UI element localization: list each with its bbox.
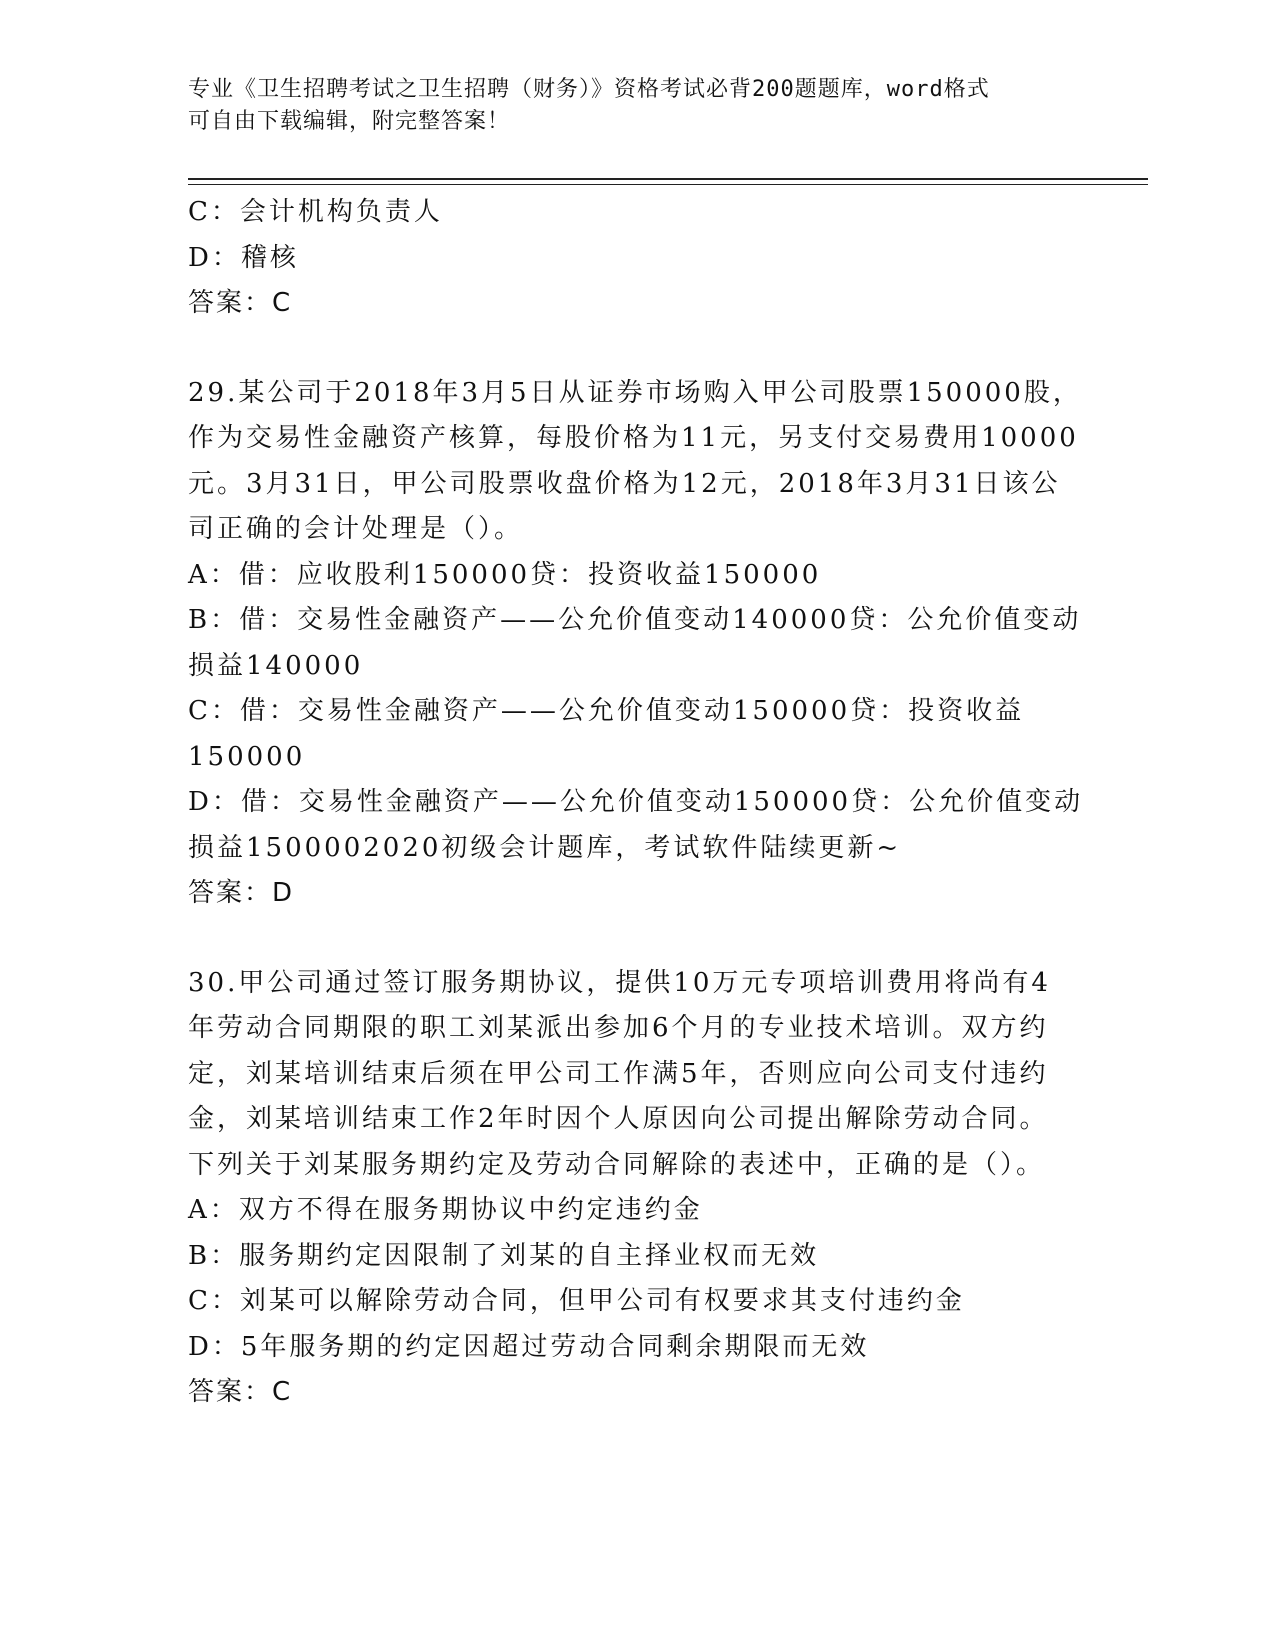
option-c: C：刘某可以解除劳动合同，但甲公司有权要求其支付违约金: [188, 1286, 965, 1316]
option-d-continued: 损益1500002020初级会计题库，考试软件陆续更新~: [188, 832, 902, 863]
option-b-continued: 损益140000: [188, 650, 364, 681]
question-stem-line: 作为交易性金融资产核算，每股价格为11元，另支付交易费用10000: [188, 423, 1079, 453]
option-d: D：5年服务期的约定因超过劳动合同剩余期限而无效: [188, 1331, 870, 1362]
option-c: C：借：交易性金融资产——公允价值变动150000贷：投资收益: [188, 696, 1025, 726]
answer-line: 答案：C: [188, 1377, 293, 1407]
answer-line: 答案：D: [188, 878, 295, 908]
option-c-continued: 150000: [188, 741, 306, 772]
header-title-line-1: 专业《卫生招聘考试之卫生招聘（财务）》资格考试必背200题题库，word格式: [188, 77, 990, 102]
question-29: [188, 371, 1088, 917]
option-d: D：借：交易性金融资产——公允价值变动150000贷：公允价值变动: [188, 787, 1084, 817]
previous-question-tail: [188, 190, 1088, 327]
question-stem-line: 司正确的会计处理是（）。: [188, 514, 524, 544]
question-stem-line: 下列关于刘某服务期约定及劳动合同解除的表述中，正确的是（）。: [188, 1149, 1046, 1180]
answer-line: 答案：C: [188, 288, 293, 318]
option-c: C：会计机构负责人: [188, 197, 443, 227]
question-30: [188, 961, 1088, 1416]
question-stem-line: 元。3月31日，甲公司股票收盘价格为12元，2018年3月31日该公: [188, 468, 1061, 499]
question-stem-line: 年劳动合同期限的职工刘某派出参加6个月的专业技术培训。双方约: [188, 1013, 1049, 1043]
question-stem-line: 金，刘某培训结束工作2年时因个人原因向公司提出解除劳动合同。: [188, 1104, 1049, 1134]
question-stem-line: 30.甲公司通过签订服务期协议，提供10万元专项培训费用将尚有4: [188, 967, 1051, 998]
option-b: B：借：交易性金融资产——公允价值变动140000贷：公允价值变动: [188, 605, 1082, 635]
option-a: A：借：应收股利150000贷：投资收益150000: [188, 559, 822, 590]
document-header: [188, 74, 1088, 138]
option-d: D：稽核: [188, 242, 299, 273]
header-divider-thin: [188, 184, 1148, 185]
question-spacer: [188, 917, 1088, 961]
document-body: [188, 190, 1088, 1416]
option-b: B：服务期约定因限制了刘某的自主择业权而无效: [188, 1240, 820, 1271]
question-stem-line: 29.某公司于2018年3月5日从证券市场购入甲公司股票150000股，: [188, 377, 1082, 408]
header-divider-thick: [188, 178, 1148, 180]
option-a: A：双方不得在服务期协议中约定违约金: [188, 1195, 703, 1225]
question-spacer: [188, 327, 1088, 371]
header-title-line-2: 可自由下载编辑，附完整答案！: [188, 109, 511, 134]
question-stem-line: 定，刘某培训结束后须在甲公司工作满5年，否则应向公司支付违约: [188, 1058, 1049, 1089]
